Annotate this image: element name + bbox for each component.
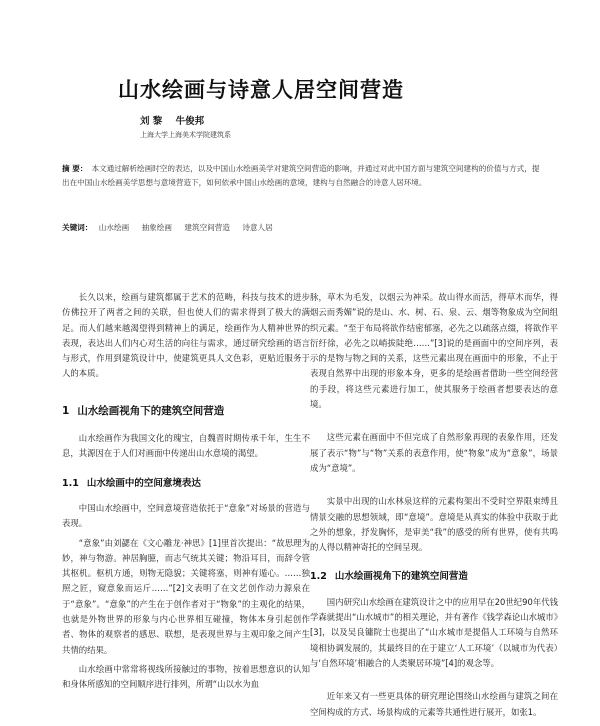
subsection-title: 山水绘画中的空间意境表达: [86, 477, 201, 489]
body-paragraph: 这些元素在画面中不但完成了自然形象再现的表象作用，还发展了表示“物”与“物”关系的表意作用，使“物象”成为“意象”，场景成为“意境”。: [310, 432, 558, 473]
author-name: 牛俊邦: [175, 116, 205, 127]
section-number: 1: [62, 404, 70, 417]
subsection-title: 山水绘画视角下的建筑空间营造: [334, 571, 468, 583]
body-paragraph: “意象”由刘勰在《文心雕龙·神思》[1]里首次提出：“故思理为妙，神与物游。神居胸臆，而志气统其关键；物沿耳目，而辞令管其枢机。枢机方通，则物无隐貌；关键将塞，则神有遁心。……独照之匠，窥意象而运斤……”[2]文表明了在文艺创作动力源泉在于“意象”。“意象”的产生在于创作者对于“物象”的主观化的结果，也就是外物世界的形象与内心世界相互碰撞，物体本身引起创作者、物体的观察者的感思、联想，是表现世界与主观印象之间产生共情的结果。: [62, 537, 310, 655]
section-title: 山水绘画视角下的建筑空间营造: [77, 404, 225, 417]
left-column: [62, 290, 310, 697]
keyword: 建筑空间营造: [184, 223, 230, 232]
subsection-number: 1.2: [310, 571, 327, 583]
body-paragraph: 中国山水绘画中，空间意境营造依托于“意象”对场景的营造与表现。: [62, 502, 310, 529]
body-paragraph: 近年来又有一些更具体的研究理论围绕山水绘画与建筑之间在空间构成的方式、场景构成的元素等共通性进行展开，如张1。: [310, 691, 558, 717]
abstract-text: 本文通过解析绘画时空的表达，以及中国山水绘画美学对建筑空间营造的影响，并通过对此中国方面与建筑空间建构的价值与方式，提出在中国山水绘画美学思想与意境营造下，如何依承中国山水绘画的意境，建构与自然融合的诗意人居环境。: [62, 164, 540, 187]
keyword: 抽象绘画: [141, 223, 172, 232]
abstract: [62, 162, 542, 190]
body-paragraph: 山水绘画作为我国文化的瑰宝，自魏晋时期传承千年，生生不息，其源因在于人们对画面中传递出山水意境的渴望。: [62, 433, 310, 459]
author-line: [140, 113, 204, 127]
subsection-heading-1-2: [310, 569, 558, 584]
subsection-heading-1-1: [62, 476, 310, 491]
author-affiliation: 上海大学上海美术学院建筑系: [140, 131, 231, 139]
body-paragraph: 实景中出现的山水林泉这样的元素构架出不受时空界限束缚且情景交融的思想领域，即“意境”。意境是从真实的体验中获取于此之外的想象，抒发胸怀，是审美“我”的感受的所有世界，使有共鸣的人得以精神寄托的空间呈现。: [310, 496, 558, 553]
keywords-label: 关键词：: [62, 223, 93, 232]
body-paragraph: 国内研究山水绘画在建筑设计之中的应用早在20世纪90年代钱学森就提出“山水城市”的相关理论，并有著作《钱学森论山水城市》[3]，以及吴良镛院士也提出了“山水城市是提倡人工环境与自然环境相协调发展的，其最终目的在于建立‘人工环境’（以城市为代表）与‘自然环境’相融合的人类聚居环境”[4]的观念等。: [310, 596, 558, 668]
body-paragraph: 山水绘画中常常将视线所接触过的事物，按着思想意识的认知和身体所感知的空间顺序进行排列，所谓“山以水为血: [62, 663, 310, 690]
keyword: 山水绘画: [98, 223, 130, 232]
paper-title: 山水绘画与诗意人居空间营造: [118, 78, 404, 102]
author-name: 刘 黎: [140, 116, 163, 127]
keyword: 诗意人居: [242, 223, 273, 232]
subsection-number: 1.1: [62, 477, 79, 489]
abstract-label: 摘 要：: [62, 164, 88, 173]
section-heading-1: [62, 404, 310, 419]
body-paragraph: 脉，草木为毛发，以烟云为神采。故山得水而活，得草木而华，得烟云而秀媚”说的是山、水、树、石、泉、云、烟等物象成为空间组织元素。“至于布局将欲作结密郁塞，必先之以疏落点缀，将欲作平衍纡徐，必先之以峭拔陡绝……”[3]说的是画面中的空间序列，表示的是物与物之间的关系，这些元素出现在画面中的形象，不止于表现自然界中出现的形象本身，更多的是绘画者借助一些空间经营的手段，将这些元素进行加工，使其服务于绘画者想要表达的意境。: [310, 292, 558, 410]
body-paragraph: 长久以来，绘画与建筑都属于艺术的范畴，科技与技术的进步仿佛拉开了两者之间的关联，但也使人们的需求得到了极大的满足。而人们越来越渴望得到精神上的满足，绘画作为人精神世界的表现，表达出人们内心对生活的向往与需求，通过研究绘画的语言与形式，作用到建筑设计中，使建筑更具人文色彩，更贴近服务于人的本质。: [62, 292, 310, 379]
right-column: [310, 290, 558, 724]
keywords: [62, 222, 542, 233]
